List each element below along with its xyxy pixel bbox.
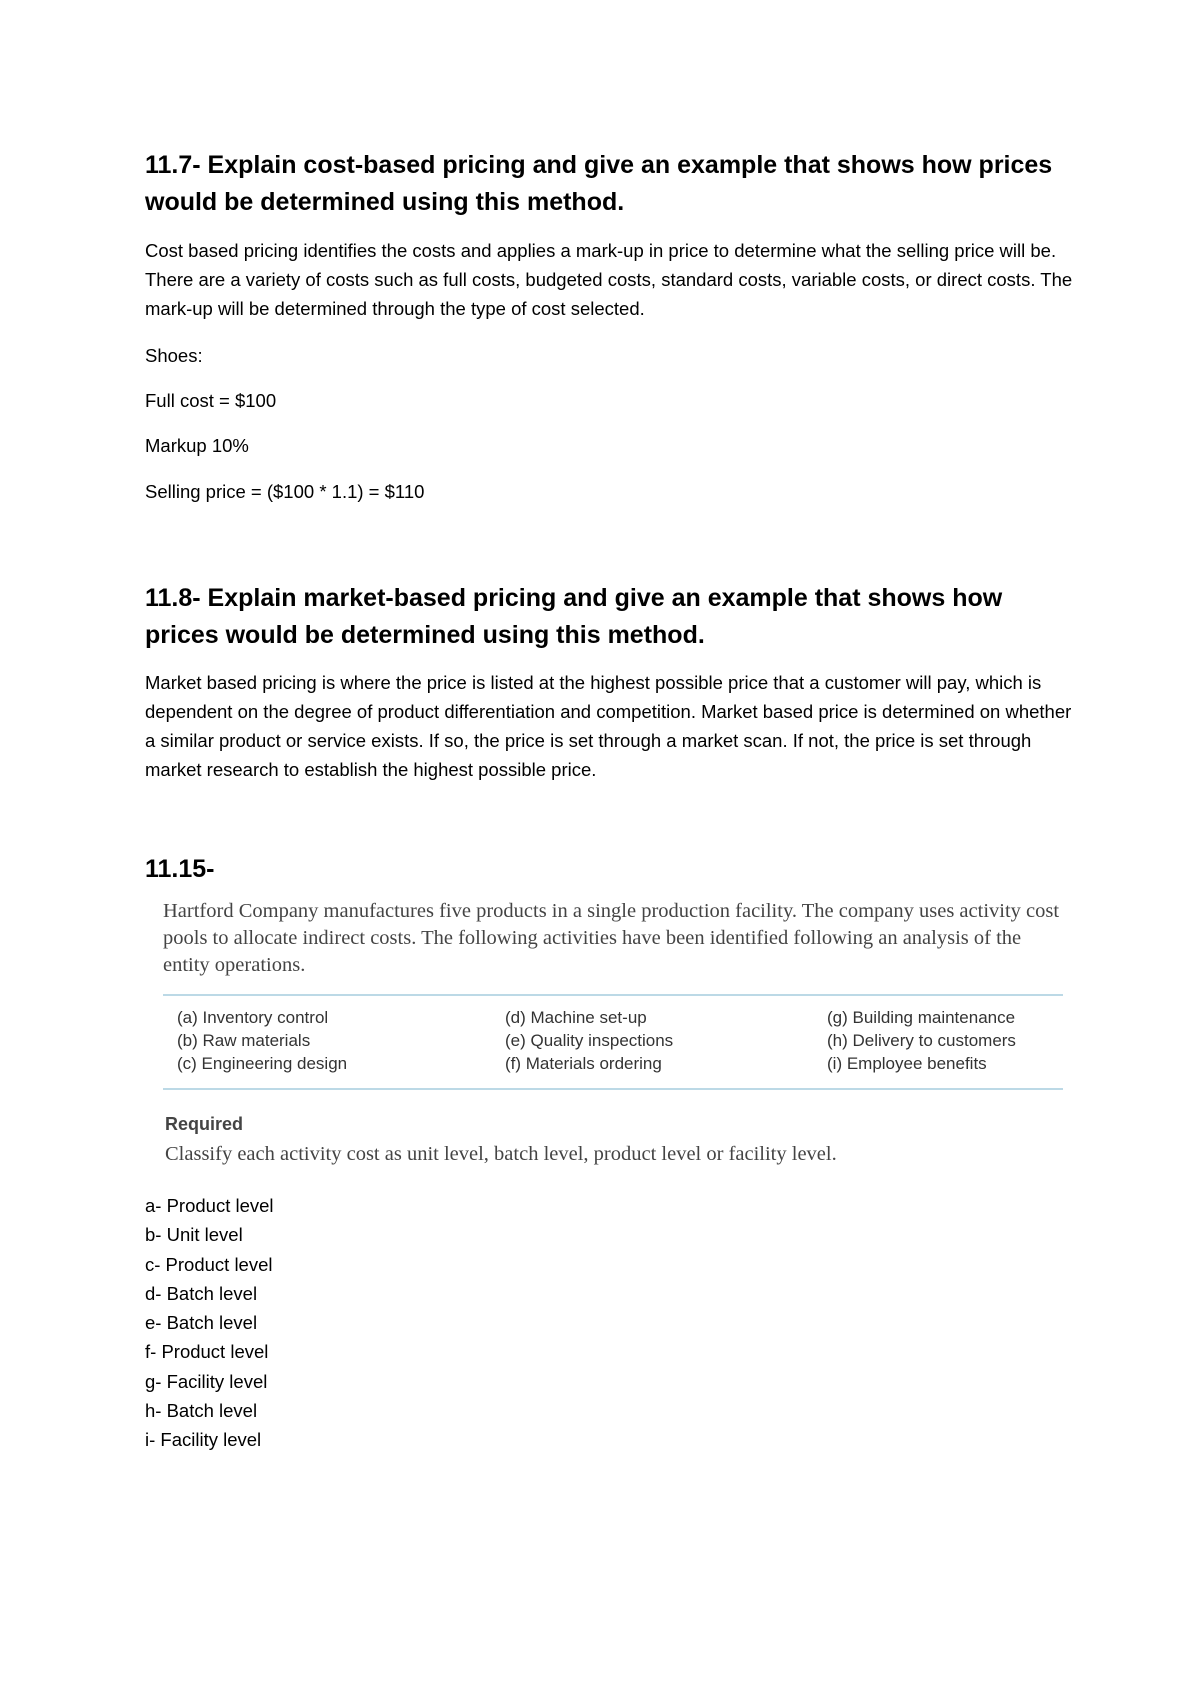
activity-item: (d) Machine set-up: [505, 1008, 647, 1027]
question-11-7-heading: 11.7- Explain cost-based pricing and give an example that shows how prices would be determined using this method.: [145, 151, 1053, 216]
answers-list: [145, 1191, 274, 1455]
answer-item: e- Batch level: [145, 1312, 258, 1334]
activity-item: (e) Quality inspections: [505, 1031, 674, 1050]
activity-item: (f) Materials ordering: [505, 1054, 662, 1073]
activity-item: (b) Raw materials: [177, 1031, 311, 1050]
markup-line: Markup 10%: [145, 435, 249, 456]
activity-item: (c) Engineering design: [177, 1054, 348, 1073]
activity-item: (a) Inventory control: [177, 1008, 329, 1027]
activity-item: (g) Building maintenance: [827, 1008, 1016, 1027]
example-label: Shoes:: [145, 345, 203, 366]
activities-column-1: [177, 1006, 347, 1075]
answer-item: b- Unit level: [145, 1224, 243, 1246]
activities-column-2: [505, 1006, 673, 1075]
question-11-8-answer: Market based pricing is where the price is listed at the highest possible price that a customer will pay, which is dependent on the degree of product differentiation and competition. Market based price is determined on whether a similar product or service exists. If so, the price is set through a market scan. If not, the price is set through market research to establish the highest possible price.: [145, 672, 1072, 780]
answer-item: c- Product level: [145, 1253, 273, 1275]
answer-item: g- Facility level: [145, 1370, 268, 1392]
required-title: Required: [165, 1114, 244, 1134]
activities-table: [163, 994, 1063, 1090]
question-11-7-answer: Cost based pricing identifies the costs and applies a mark-up in price to determine what the selling price will be. There are a variety of costs such as full costs, budgeted costs, standard costs, variable costs, or direct costs. The mark-up will be determined through the type of cost selected.: [145, 240, 1073, 319]
answer-item: a- Product level: [145, 1195, 274, 1216]
answer-item: f- Product level: [145, 1341, 269, 1363]
selling-price-line: Selling price = ($100 * 1.1) = $110: [145, 481, 425, 502]
textbook-problem-excerpt: [163, 898, 1063, 1165]
activity-item: (i) Employee benefits: [827, 1054, 987, 1073]
required-text: Classify each activity cost as unit level, batch level, product level or facility level.: [165, 1143, 837, 1165]
full-cost-line: Full cost = $100: [145, 390, 277, 411]
activities-column-3: [827, 1006, 1016, 1075]
question-11-8-heading: 11.8- Explain market-based pricing and give an example that shows how prices would be determined using this method.: [145, 584, 1003, 649]
activity-item: (h) Delivery to customers: [827, 1031, 1016, 1050]
problem-intro: Hartford Company manufactures five products in a single production facility. The company uses activity cost pools to allocate indirect costs. The following activities have been identified following an analysis of the entity operations.: [163, 900, 1060, 976]
question-11-15-heading: 11.15-: [145, 855, 215, 883]
answer-item: h- Batch level: [145, 1400, 258, 1422]
answer-item: d- Batch level: [145, 1282, 258, 1304]
answer-item: i- Facility level: [145, 1429, 262, 1451]
